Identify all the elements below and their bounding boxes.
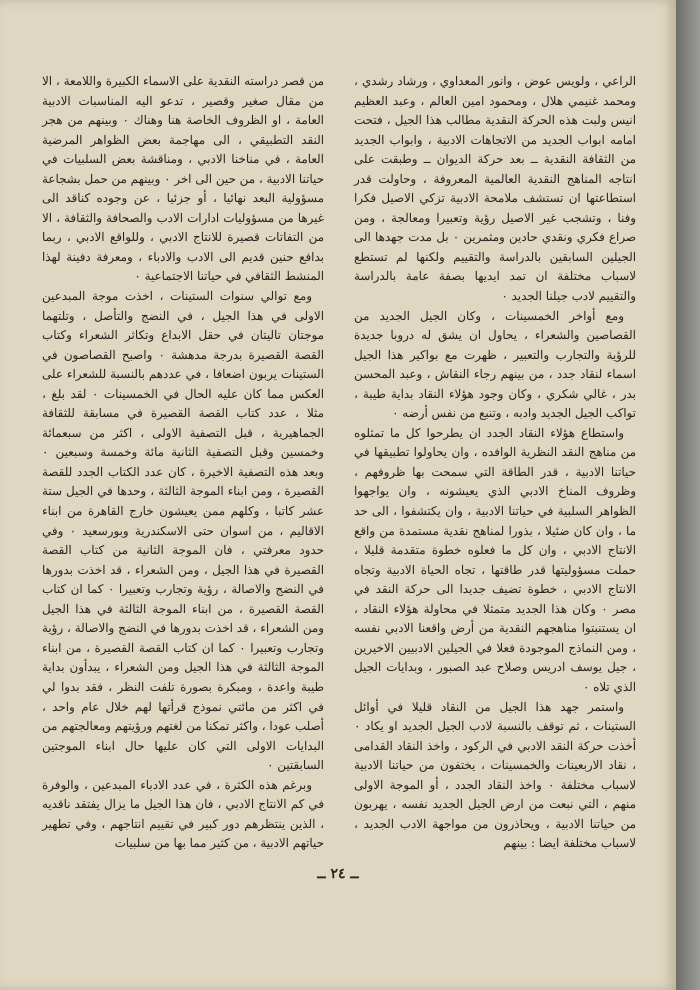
- paragraph: من قصر دراسته النقدية على الاسماء الكبيرة واللامعة ، الا من مقال صغير وقصير ، تدعو اليه المناسبات الادبية العامة ، او الظروف الخاصة هنا وهناك ٠ وبينهم من هجر النقد التطبيقي ، الى مهاجمة بعض الظواهر المرضية العامة ، في مناخنا الادبي ، ومناقشة بعض السلبيات في حياتنا الادبية ، من حين الى اخر ٠ وبينهم من حمل بشجاعة مسؤولية البعد نهائيا ، أو جزئيا ، عن وجوده كناقد الى غيرها من مسؤوليات ادارات الادب والصحافة والثقافة ، الا من التفاتات قصيرة للانتاج الادبي ، وللواقع الادبي ، ربما بدافع حنين قديم الى الادب والادباء ، ومعرفة دفينة لهذا المنشط الثقافي في حياتنا الاجتماعية ٠: [42, 74, 324, 284]
- text-column-right: [354, 72, 636, 854]
- paragraph: الراعي ، ولويس عوض ، وانور المعداوي ، ورشاد رشدي ، ومحمد غنيمي هلال ، ومحمود امين العالم ، وعبد العظيم انيس ولبت هذه الحركة النقدية مطالب هذا الجيل ، فتحت امامه ابواب الجديد من الاتجاهات الادبية ، وابواب الجديد من الثقافة النقدية ــ بعد حركة الديوان ــ وطبقت على انتاجه المناهج النقدية العالمية المعروفة ، وحاولت قدر استطاعتها ان تستشف ملامحة الادبية تزكي الاصيل فكرا وفنا ، وتشجب غير الاصيل رؤية وتعبيرا ومعالجة ، ومن صراع فكري ونقدي حادين ومثمرين ٠ بل مدت جهدها الى الجيلين السابقين بالدراسة والتقييم ولكنها لم تستطع لاسباب مختلفة ان تمد ايديها بصفة عامة بالدراسة والتقييم لادب جيلنا الجديد ٠: [354, 74, 637, 304]
- page-number: ــ ٢٤ ــ: [317, 866, 359, 882]
- page-edge: [676, 0, 700, 990]
- paragraph: ومع توالي سنوات الستينات ، اخذت موجة المبدعين الاولى في هذا الجيل ، في النضج والتأصل ، وتلتهما موجتان تاليتان في حقل الابداع وتكاثر الشعراء وكتاب القصة القصيرة بدرجة مدهشة ٠ واصبح القصاصون في الستينات يربون اضعافا ، في عددهم بالنسبة للشعراء على العكس مما كان عليه الحال في الخمسينات ٠ لقد بلغ ، مثلا ، عدد كتاب القصة القصيرة في مسابقة للثقافة الجماهيرية ، قبل التصفية الاولى ، اكثر من سبعمائة وخمسين وقبل التصفية الثانية مائة وخمسة وسبعين ٠ وبعد هذه التصفية الاخيرة ، كان عدد الكتاب الجدد للقصة القصيرة ، ومن ابناء الموجة الثالثة ، وحدها في الجيل ستة عشر كاتبا ، وكلهم ممن يعيشون خارج القاهرة من ابناء الاقاليم ، من اسوان حتى الاسكندرية وبورسعيد ٠ وفي حدود معرفتي ، فان الموجة الثانية من كتاب القصة القصيرة في هذا الجيل ، ومن الشعراء ، قد اخذت بدورها في النضج والاصالة ، رؤية وتجارب وتعبيرا ٠ كما ان كتاب القصة القصيرة ، من ابناء الموجة الثالثة في هذا الجيل ومن الشعراء ، قد اخذت بدورها في النضج والاصالة ، رؤية وتجارب وتعبيرا ٠ كما ان كتاب القصة القصيرة ، من ابناء الموجة الثالثة في هذا الجيل ومن الشعراء ، يبدأون بداية طيبة واعدة ، ومبكرة بصورة تلفت النظر ، فقد بدوا لي في اكثر من مائتي نموذج قرأتها لهم خلال عام واحد ، أصلب عودا ، واكثر تمكنا من لغتهم ورؤيتهم ومعالجتهم من البدايات الاولى التي كان عليها حال ابناء الموجتين السابقتين ٠: [42, 289, 325, 773]
- paragraph: واستطاع هؤلاء النقاد الجدد ان يطرحوا كل ما تمثلوه من مناهج النقد النظرية الوافده ، وان يحاولوا تطبيقها في حياتنا الادبية ، قدر الطاقة التي سمحت بها ظروفهم ، وظروف المناخ الادبي الذي يعيشونه ، وان يواجهوا الظواهر السلبية في حياتنا الادبية ، وان يكتشفوا ، الى حد ما ، وان كان ضئيلا ، بذورا لمناهج نقدية مستمدة من واقع الانتاج الادبي ، وان كل ما فعلوه خطوة متقدمة قليلا ، حملت مسؤوليتها قدر طاقتها ، تجاه الحياة الادبية وتجاه الانتاج الادبي ، خطوة تضيف جديدا الى حركة النقد في مصر ٠ وكان هذا الجديد متمثلا في محاولة هؤلاء النقاد ، ان يستنبتوا مناهجهم النقدية من أرض واقعنا الادبي نفسه ، ومن النماذج الموجودة فعلا في الجيلين الادبيين الاخيرين ، جيل يوسف ادريس وصلاح عبد الصبور ، وبدايات الجيل الذي تلاه ٠: [354, 425, 636, 694]
- paragraph: واستمر جهد هذا الجيل من النقاد قليلا في أوائل الستينات ، ثم توقف بالنسبة لادب الجيل الجديد او يكاد ٠ أخذت حركة النقد الادبي في الركود ، واخذ النقاد القدامى ، نقاد الاربعينات والخمسينات ، يختفون من حياتنا الادبية لاسباب مختلفة ٠ واخذ النقاد الجدد ، أو الموجة الاولى منهم ، التي نبعت من ارض الجيل الجديد نفسه ، يهربون من حياتنا الادبية ، ويحاذرون من مواجهة الادب الجديد ، لاسباب مختلفة ايضا : بينهم: [354, 699, 636, 851]
- paragraph: ومع أواخر الخمسينات ، وكان الجيل الجديد من القصاصين والشعراء ، يحاول ان يشق له دروبا جديدة للرؤية والتجارب والتعبير ، ظهرت مع بواكير هذا الجيل اسماء لنقاد جدد ، من بينهم رجاء النقاش ، وعبد المحسن بدر ، غالي شكري ، وكان وجود هؤلاء النقاد بداية طيبة ، تواكب الجيل الجديد وادبه ، وتنبع من نفس أرضه ٠: [354, 308, 636, 421]
- paragraph: وبرغم هذه الكثرة ، في عدد الادباء المبدعين ، والوفرة في كم الانتاج الادبي ، فان هذا الجيل ما يزال يفتقد ناقديه ، الذين ينتظرهم دور كبير في تقييم انتاجهم ، وفي تطهير حياتهم الادبية ، من كثير مما بها من سلبيات: [42, 777, 324, 851]
- text-column-left: [42, 72, 324, 854]
